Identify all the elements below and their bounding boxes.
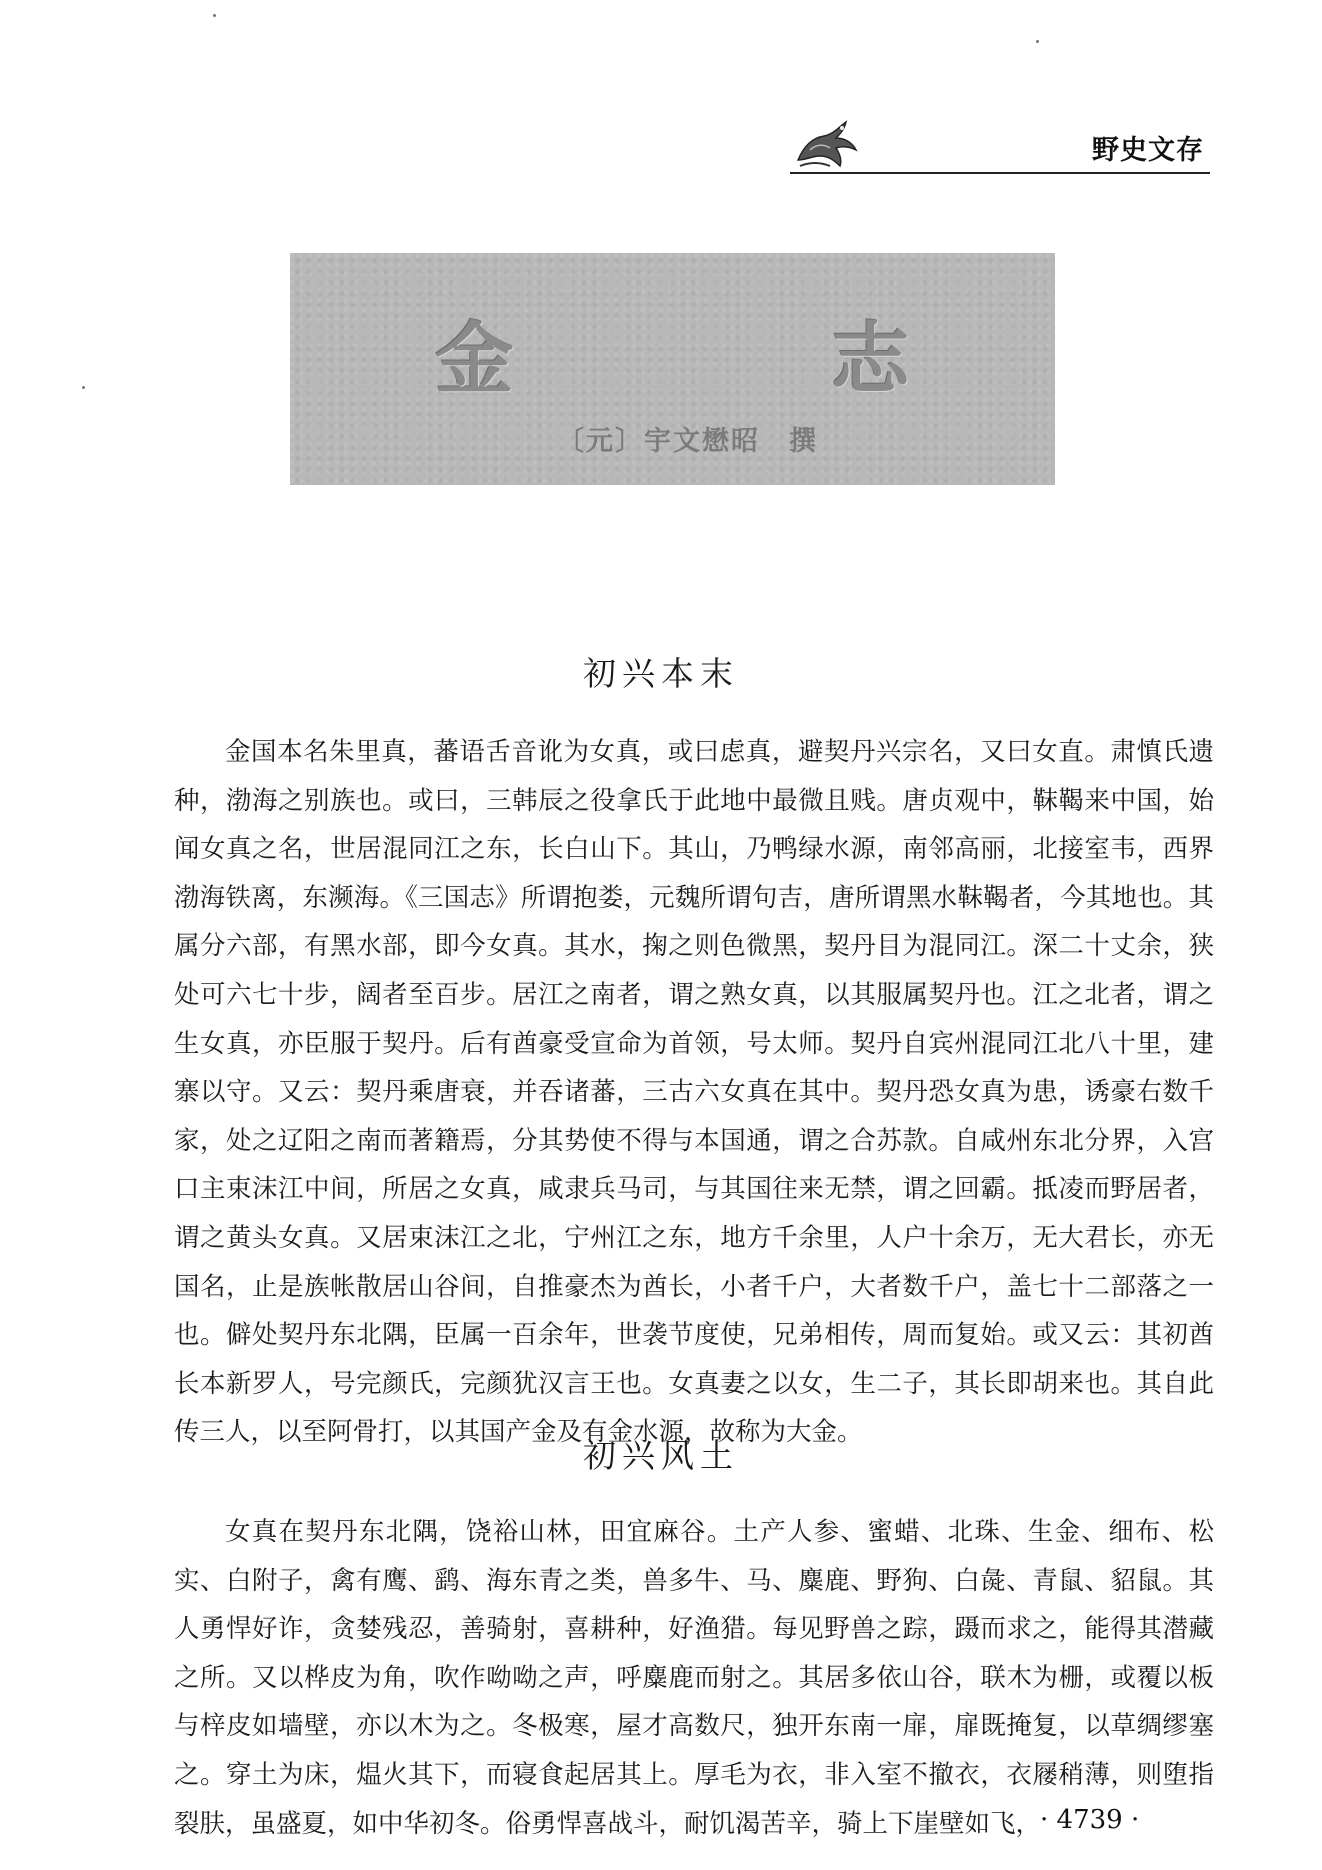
page-number: · 4739 · (1040, 1805, 1140, 1835)
scan-speck (82, 386, 85, 389)
title-banner (290, 253, 1055, 485)
scan-speck (1036, 40, 1039, 43)
author-line: 〔元〕宇文懋昭 撰 (557, 426, 818, 457)
header-rule (790, 172, 1210, 174)
section-heading: 初兴风土 (583, 1436, 739, 1475)
section-heading: 初兴本末 (583, 654, 739, 693)
book-title: 金 志 (435, 315, 1030, 405)
series-title: 野史文存 (1092, 135, 1204, 166)
dragon-emblem-icon (790, 116, 862, 170)
running-header (790, 112, 1210, 174)
body-paragraph: 金国本名朱里真，蕃语舌音讹为女真，或曰虑真，避契丹兴宗名，又曰女直。肃慎氏遗种，渤海之别族也。或曰，三韩辰之役拿氏于此地中最微且贱。唐贞观中，靺鞨来中国，始闻女真之名，世居混同江之东，长白山下。其山，乃鸭绿水源，南邻高丽，北接室韦，西界渤海铁离，东濒海。《三国志》所谓抱娄，元魏所谓句吉，唐所谓黑水靺鞨者，今其地也。其属分六部，有黑水部，即今女真。其水，掬之则色微黑，契丹目为混同江。深二十丈余，狭处可六七十步，阔者至百步。居江之南者，谓之熟女真，以其服属契丹也。江之北者，谓之生女真，亦臣服于契丹。后有酋豪受宣命为首领，号太师。契丹自宾州混同江北八十里，建寨以守。又云：契丹乘唐衰，并吞诸蕃，三古六女真在其中。契丹恐女真为患，诱豪右数千家，处之辽阳之南而著籍焉，分其势使不得与本国通，谓之合苏款。自咸州东北分界，入宫口主束沫江中间，所居之女真，咸隶兵马司，与其国往来无禁，谓之回霸。抵凌而野居者，谓之黄头女真。又居束沫江之北，宁州江之东，地方千余里，人户十余万，无大君长，亦无国名，止是族帐散居山谷间，自推豪杰为酋长，小者千户，大者数千户，盖七十二部落之一也。僻处契丹东北隅，臣属一百余年，世袭节度使，兄弟相传，周而复始。或又云：其初酋长本新罗人，号完颜氏，完颜犹汉言王也。女真妻之以女，生二子，其长即胡来也。其自此传三人，以至阿骨打，以其国产金及有金水源，故称为大金。 (174, 737, 1214, 1448)
body-paragraph: 女真在契丹东北隅，饶裕山林，田宜麻谷。土产人参、蜜蜡、北珠、生金、细布、松实、白附子，禽有鹰、鹞、海东青之类，兽多牛、马、麋鹿、野狗、白彘、青鼠、貂鼠。其人勇悍好诈，贪婪残忍，善骑射，喜耕种，好渔猎。每见野兽之踪，蹑而求之，能得其潜藏之所。又以桦皮为角，吹作呦呦之声，呼麋鹿而射之。其居多依山谷，联木为栅，或覆以板与梓皮如墙壁，亦以木为之。冬极寒，屋才高数尺，独开东南一扉，扉既掩复，以草绸缪塞之。穿土为床，煴火其下，而寝食起居其上。厚毛为衣，非入室不撤衣，衣屦稍薄，则堕指裂肤，虽盛夏，如中华初冬。俗勇悍喜战斗，耐饥渴苦辛，骑上下崖壁如飞， (174, 1517, 1214, 1839)
scan-speck (213, 14, 216, 17)
